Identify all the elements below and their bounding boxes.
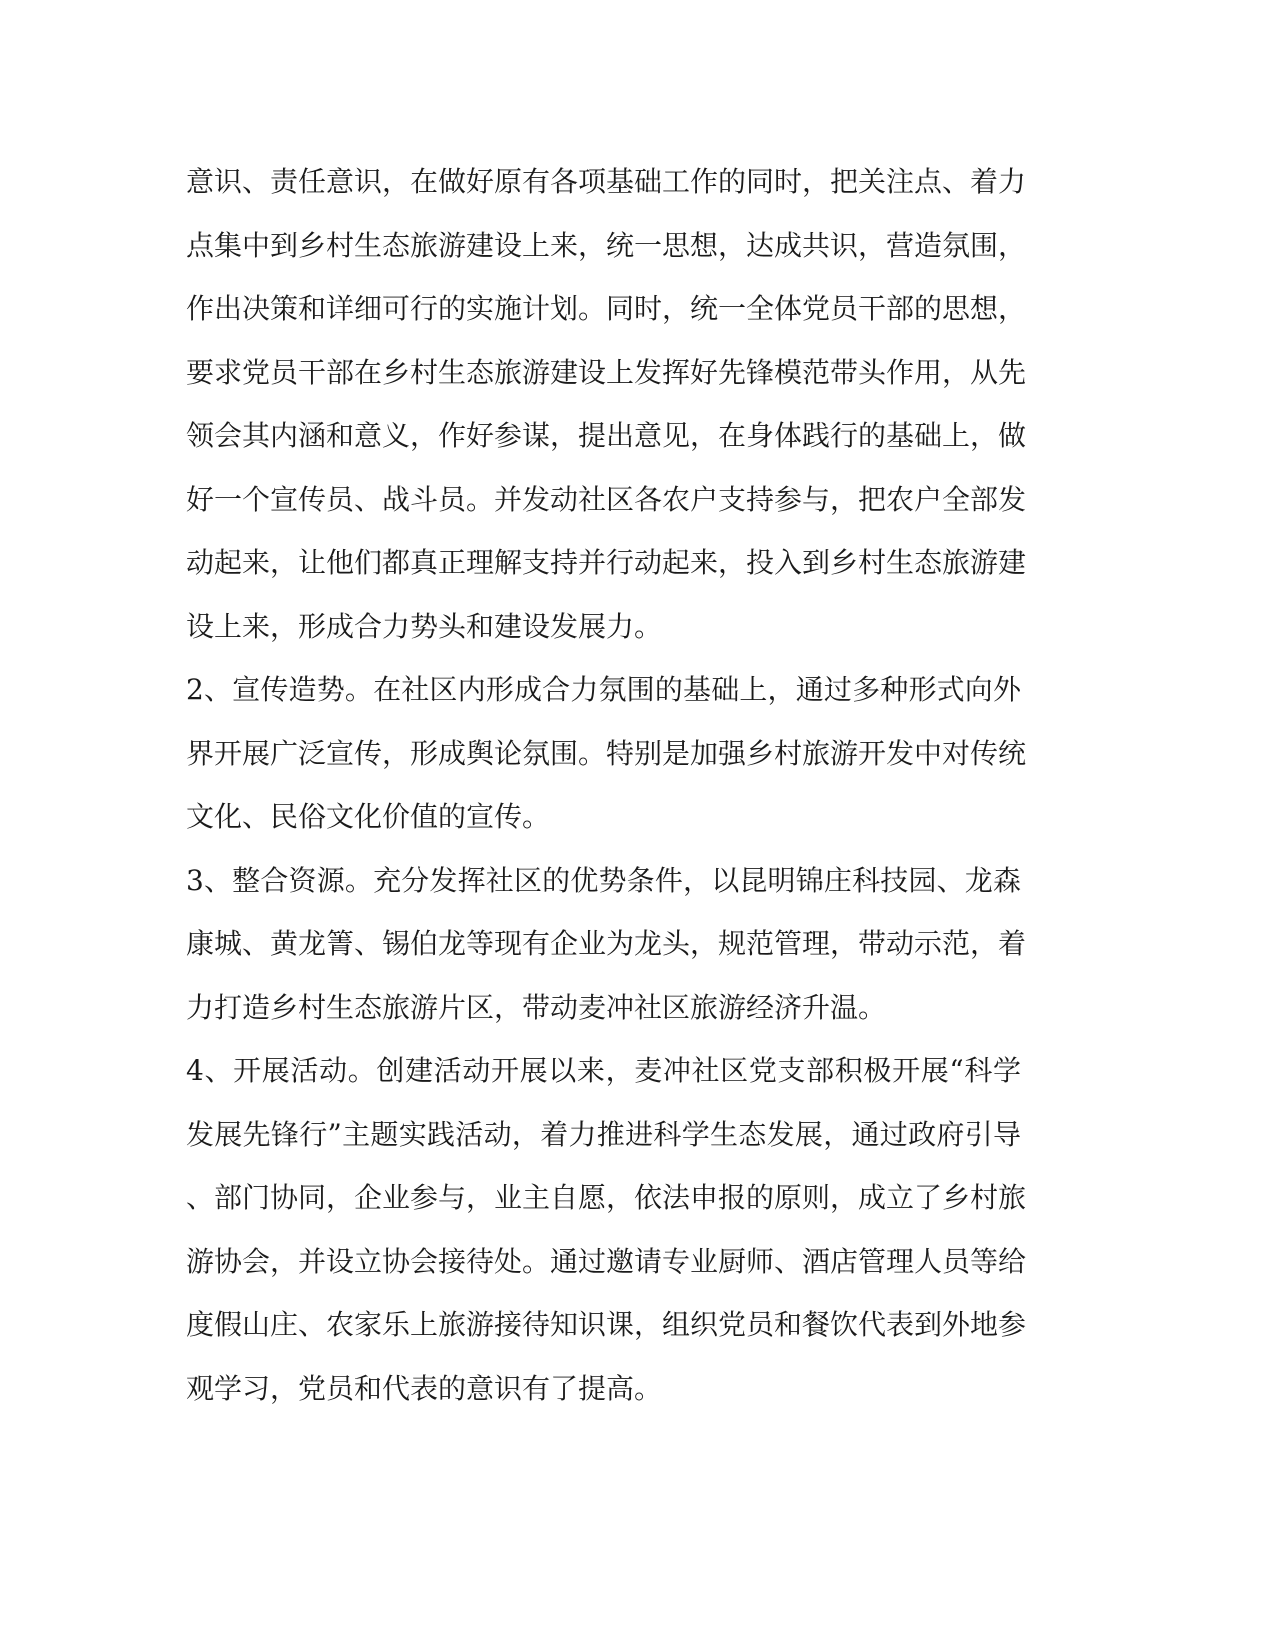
text-line: 度假山庄、农家乐上旅游接待知识课，组织党员和餐饮代表到外地参: [186, 1308, 1027, 1341]
text-line: 文化、民俗文化价值的宣传。: [186, 800, 551, 833]
text-line: 作出决策和详细可行的实施计划。同时，统一全体党员干部的思想，: [186, 292, 1027, 325]
text-line: 要求党员干部在乡村生态旅游建设上发挥好先锋模范带头作用，从先: [186, 355, 1027, 389]
text-line: 3、整合资源。充分发挥社区的优势条件，以昆明锦庄科技园、龙森: [186, 863, 1021, 897]
text-line: 意识、责任意识，在做好原有各项基础工作的同时，把关注点、着力: [186, 165, 1027, 198]
text-line: 发展先锋行”主题实践活动，着力推进科学生态发展，通过政府引导: [186, 1117, 1021, 1151]
text-line: 界开展广泛宣传，形成舆论氛围。特别是加强乡村旅游开发中对传统: [186, 736, 1027, 770]
text-line: 设上来，形成合力势头和建设发展力。: [186, 609, 663, 643]
document-body-text: [186, 150, 1027, 1420]
text-line: 点集中到乡村生态旅游建设上来，统一思想，达成共识，营造氛围，: [186, 228, 1027, 262]
text-line: 2、宣传造势。在社区内形成合力氛围的基础上，通过多种形式向外: [186, 673, 1021, 706]
text-line: 4、开展活动。创建活动开展以来，麦冲社区党支部积极开展“科学: [186, 1054, 1021, 1087]
text-line: 力打造乡村生态旅游片区，带动麦冲社区旅游经济升温。: [186, 990, 887, 1024]
text-line: 领会其内涵和意义，作好参谋，提出意见，在身体践行的基础上，做: [186, 419, 1027, 452]
text-line: 、部门协同，企业参与，业主自愿，依法申报的原则，成立了乡村旅: [186, 1181, 1027, 1214]
text-line: 游协会，并设立协会接待处。通过邀请专业厨师、酒店管理人员等给: [186, 1244, 1027, 1278]
text-line: 动起来，让他们都真正理解支持并行动起来，投入到乡村生态旅游建: [186, 546, 1027, 579]
text-line: 康城、黄龙箐、锡伯龙等现有企业为龙头，规范管理，带动示范，着: [186, 927, 1027, 960]
text-line: 好一个宣传员、战斗员。并发动社区各农户支持参与，把农户全部发: [186, 482, 1027, 516]
text-line: 观学习，党员和代表的意识有了提高。: [186, 1371, 663, 1405]
